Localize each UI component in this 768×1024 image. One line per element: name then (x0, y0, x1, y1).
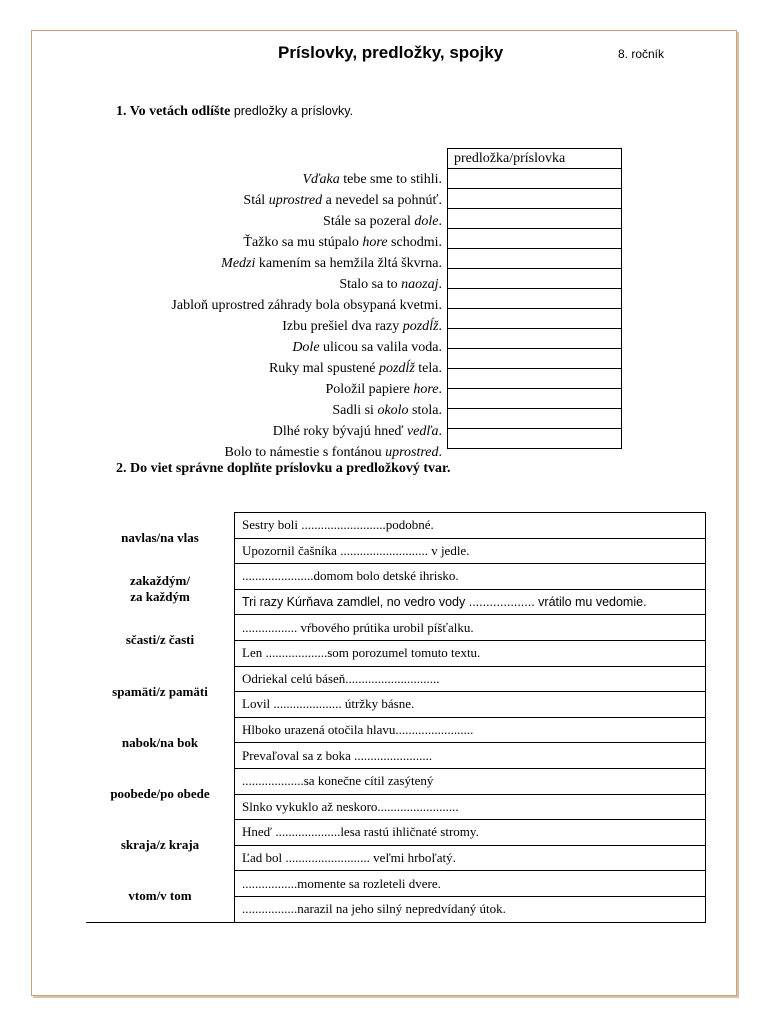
sentence-text: a nevedel sa pohnúť. (322, 193, 442, 208)
word-pair-label: skraja/z kraja (120, 837, 200, 853)
word-pair-label: navlas/na vlas (121, 530, 199, 546)
sentence-highlighted-word: dole (414, 214, 439, 229)
task1-sentence (171, 295, 442, 316)
answer-cell[interactable] (448, 209, 622, 229)
fill-in-sentence[interactable]: Prevaľoval sa z boka ........................ (235, 743, 706, 769)
sentence-text: Ruky mal spustené (268, 361, 379, 376)
task1-sentence (171, 232, 442, 253)
fill-in-sentence[interactable]: Odriekal celú báseň............................. (235, 666, 706, 692)
sentence-highlighted-word: naozaj (401, 277, 439, 292)
word-pair-label: nabok/na bok (121, 734, 199, 750)
answer-cell[interactable] (448, 349, 622, 369)
task2-row (86, 615, 706, 641)
sentence-text: . (438, 277, 442, 292)
task2-row (86, 666, 706, 692)
sentence-text: tebe sme to stihli. (339, 172, 442, 187)
sentence-highlighted-word: Vďaka (302, 172, 340, 187)
task1-heading-bold: 1. Vo vetách odlíšte (116, 104, 231, 119)
sentence-text: tela. (414, 361, 442, 376)
answer-cell[interactable] (448, 369, 622, 389)
sentence-highlighted-word: hore (362, 235, 388, 250)
sentence-highlighted-word: pozdĺž (378, 361, 415, 376)
answer-cell[interactable] (448, 229, 622, 249)
answer-column-header: predložka/príslovka (448, 149, 622, 169)
task2-heading (116, 461, 450, 477)
sentence-highlighted-word: Medzi (221, 256, 256, 271)
sentence-text: Stále sa pozeral (323, 214, 415, 229)
word-pair-label: poobede/po obede (110, 786, 210, 802)
word-pair-label: sčasti/z časti (125, 632, 195, 648)
fill-in-sentence[interactable]: ...................sa konečne cítil zasýtený (235, 768, 706, 794)
fill-in-sentence[interactable]: Ľad bol .......................... veľmi hrboľatý. (235, 845, 706, 871)
sentence-highlighted-word: uprostred (385, 445, 439, 460)
sentence-highlighted-word: vedľa (406, 424, 439, 439)
page-title: Príslovky, predložky, spojky (278, 43, 504, 62)
task1-sentence (171, 400, 442, 421)
sentence-text: stola. (408, 403, 442, 418)
sentence-text: schodmi. (387, 235, 442, 250)
sentence-highlighted-word: okolo (377, 403, 409, 418)
sentence-text: Bolo to námestie s fontánou (224, 445, 386, 460)
sentence-text: kamením sa hemžila žltá škvrna. (255, 256, 442, 271)
task1-answer-table (447, 148, 622, 449)
task2-row (86, 820, 706, 846)
sentence-highlighted-word: pozdĺž (402, 319, 439, 334)
sentence-text: . (438, 214, 442, 229)
answer-cell[interactable] (448, 189, 622, 209)
sentence-highlighted-word: uprostred (268, 193, 323, 208)
task1-sentence (171, 253, 442, 274)
task1-sentence (171, 358, 442, 379)
answer-cell[interactable] (448, 329, 622, 349)
answer-cell[interactable] (448, 389, 622, 409)
fill-in-sentence[interactable]: .................narazil na jeho silný nepredvídaný útok. (235, 896, 706, 922)
answer-cell[interactable] (448, 269, 622, 289)
sentence-text: . (438, 445, 442, 460)
word-pair-label: spamäti/z pamäti (112, 683, 208, 699)
fill-in-sentence[interactable]: Hlboko urazená otočila hlavu........................ (235, 717, 706, 743)
task1-sentence (171, 337, 442, 358)
answer-cell[interactable] (448, 249, 622, 269)
sentence-text: ulicou sa valila voda. (319, 340, 442, 355)
fill-in-sentence[interactable]: ......................domom bolo detské ihrisko. (235, 564, 706, 590)
word-pair-label: vtom/v tom (86, 871, 235, 922)
task2-row (86, 513, 706, 539)
answer-cell[interactable] (448, 309, 622, 329)
task2-heading-text: 2. Do viet správne doplňte príslovku a predložkový tvar. (116, 461, 451, 476)
task1-sentence-list (171, 169, 442, 463)
task1-sentence (171, 421, 442, 442)
sentence-text: . (438, 424, 442, 439)
fill-in-sentence[interactable]: Len ...................som porozumel tomuto textu. (235, 640, 706, 666)
sentence-text: Sadli si (332, 403, 378, 418)
fill-in-sentence[interactable]: Sestry boli ..........................podobné. (235, 513, 706, 539)
task1-sentence (171, 379, 442, 400)
answer-cell[interactable] (448, 289, 622, 309)
fill-in-sentence[interactable]: ................. vŕbového prútika urobil píšťalku. (235, 615, 706, 641)
fill-in-sentence[interactable]: Lovil ..................... útržky básne. (235, 692, 706, 718)
task2-row (86, 564, 706, 590)
task1-sentence (171, 211, 442, 232)
fill-in-sentence[interactable]: .................momente sa rozleteli dvere. (235, 871, 706, 897)
sentence-text: Izbu prešiel dva razy (282, 319, 403, 334)
sentence-text: Stalo sa to (339, 277, 402, 292)
task2-row (86, 717, 706, 743)
fill-in-sentence[interactable]: Slnko vykuklo až neskoro......................... (235, 794, 706, 820)
fill-in-sentence[interactable]: Upozornil čašníka ........................... v jedle. (235, 538, 706, 564)
sentence-highlighted-word: Dole (292, 340, 320, 355)
fill-in-sentence[interactable]: Tri razy Kúrňava zamdlel, no vedro vody ................... vrátilo mu vedomie. (235, 589, 706, 615)
grade-label: 8. ročník (618, 47, 665, 61)
sentence-text: Položil papiere (325, 382, 414, 397)
answer-cell[interactable] (448, 429, 622, 449)
word-pair-label: zakaždým/ za každým (130, 573, 190, 605)
task1-sentence (171, 190, 442, 211)
fill-in-sentence[interactable]: Hneď ....................lesa rastú ihličnaté stromy. (235, 820, 706, 846)
sentence-text: Stál (243, 193, 269, 208)
task2-table (86, 512, 706, 923)
sentence-text: Dlhé roky bývajú hneď (272, 424, 407, 439)
task2-row (86, 768, 706, 794)
task1-sentence (171, 316, 442, 337)
sentence-text: Ťažko sa mu stúpalo (243, 235, 363, 250)
sentence-text: . (438, 319, 442, 334)
task1-sentence (171, 274, 442, 295)
task2-row (86, 871, 706, 897)
sentence-text: Jabloň uprostred záhrady bola obsypaná kvetmi. (171, 298, 442, 313)
task1-heading-rest: predložky a príslovky. (230, 104, 354, 118)
answer-cell[interactable] (448, 409, 622, 429)
sentence-highlighted-word: hore (413, 382, 439, 397)
task1-sentence (171, 442, 442, 463)
sentence-text: . (438, 382, 442, 397)
answer-cell[interactable] (448, 169, 622, 189)
task1-sentence (171, 169, 442, 190)
task1-heading (116, 104, 353, 120)
